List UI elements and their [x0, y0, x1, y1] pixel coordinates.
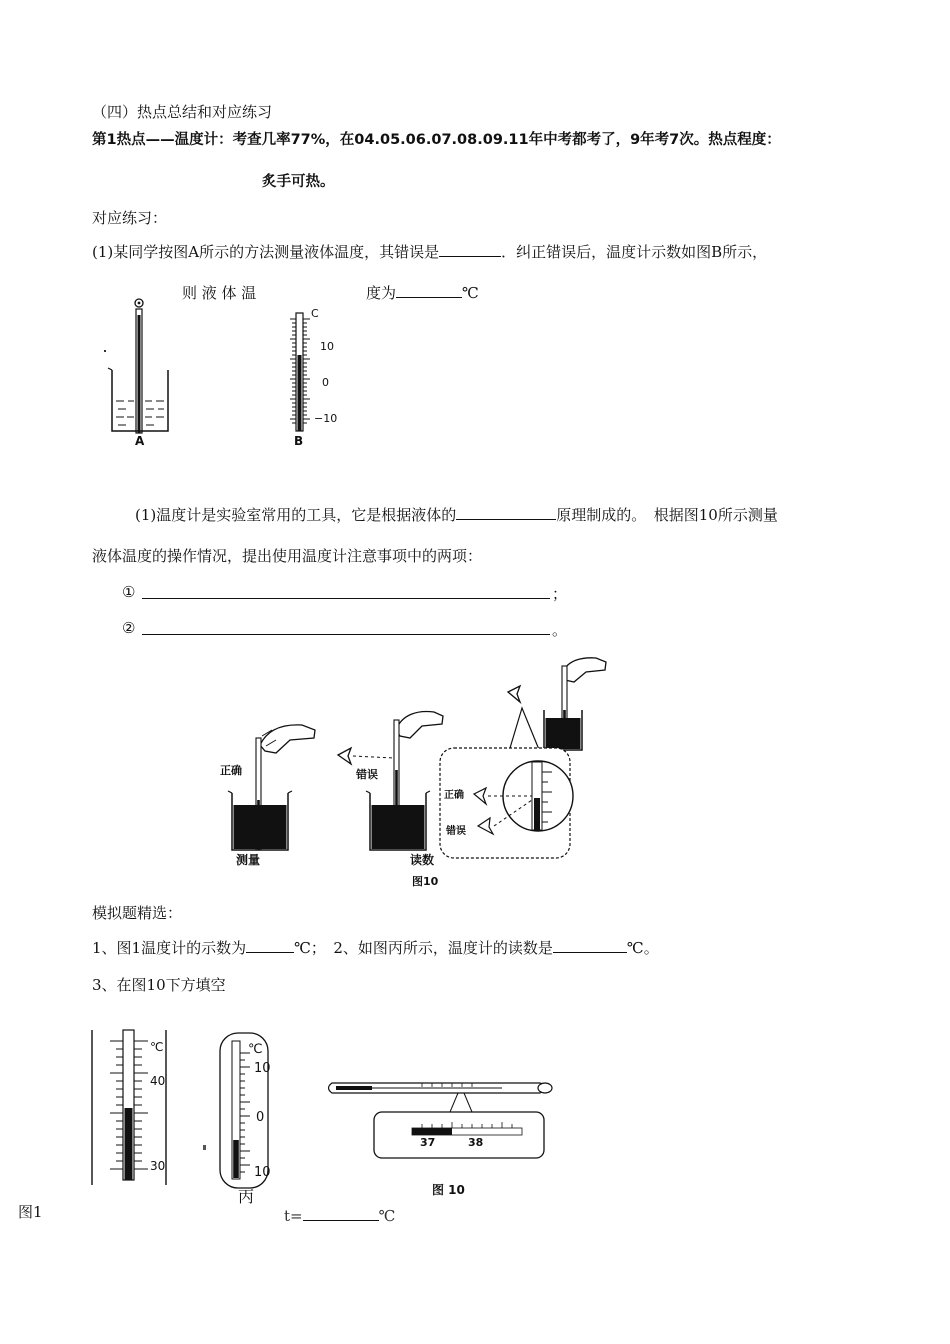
- exercise-label: 对应练习：: [92, 209, 168, 227]
- q2-text-a: (1)温度计是实验室常用的工具，它是根据液体的: [135, 506, 457, 524]
- q1-line2-a: 则 液 体 温: [182, 284, 257, 302]
- figure-1-tick-30: 30: [150, 1159, 166, 1173]
- q2-item-2-blank[interactable]: [142, 634, 550, 635]
- question-1-line-2: [366, 283, 479, 303]
- q1-temperature-blank[interactable]: [396, 283, 462, 298]
- figure-bing-tick-0: 0: [256, 1110, 265, 1125]
- clinical-tick-37: 37: [420, 1136, 436, 1149]
- figure-b-unit: C: [311, 307, 319, 320]
- hand-icon-2: [396, 712, 443, 738]
- section-heading: （四）热点总结和对应练习: [92, 103, 273, 121]
- eye-icon-wrong: [338, 748, 351, 764]
- figure-1-caption: 图1: [18, 1203, 43, 1221]
- answer-t: [284, 1206, 395, 1226]
- q2-text-b: 原理制成的。 根据图10所示测量: [556, 506, 778, 524]
- label-wrong-1: 错误: [356, 768, 378, 781]
- answer-t-unit: ℃: [378, 1207, 396, 1225]
- figure-a-label: A: [135, 434, 145, 448]
- mq1-fig1-blank[interactable]: [246, 938, 294, 953]
- figure-1-tick-40: 40: [150, 1074, 166, 1088]
- mock-question-1-2: [92, 938, 659, 958]
- q1-unit: ℃: [462, 284, 479, 302]
- figure-1-thermometer: [84, 1025, 176, 1190]
- q1-text-b: ．纠正错误后，温度计示数如图B所示，: [501, 243, 768, 261]
- figure-10-operations: [210, 650, 630, 895]
- figure-b-label: B: [294, 434, 304, 448]
- stray-dot: [104, 350, 106, 352]
- mq1-text-b: ℃； 2、如图丙所示，温度计的读数是: [294, 939, 553, 957]
- mock-heading: 模拟题精选：: [92, 904, 183, 922]
- figure-10-title: 图10: [412, 875, 439, 888]
- mq1-bing-blank[interactable]: [553, 938, 627, 953]
- question-1-line-1: [92, 242, 767, 262]
- q2-line-2: 液体温度的操作情况，提出使用温度计注意事项中的两项：: [92, 547, 483, 565]
- answer-t-blank[interactable]: [303, 1206, 379, 1221]
- figure-b-thermometer: [282, 303, 352, 448]
- figure-bing-tick-minus10: 10: [254, 1165, 271, 1180]
- eye-icon-top: [508, 686, 520, 702]
- figure-a-beaker: [100, 295, 180, 450]
- mq1-text-a: 1、图1温度计的示数为: [92, 939, 247, 957]
- answer-t-prefix: t=: [284, 1207, 303, 1225]
- label-correct-2: 正确: [444, 790, 464, 801]
- figure-bing-tick-10: 10: [254, 1061, 271, 1076]
- hand-icon: [260, 725, 315, 753]
- figure-b-tick-minus10: −10: [314, 412, 338, 425]
- figure-bing-caption: 丙: [238, 1187, 255, 1205]
- hotspot-line-2: 炙手可热。: [262, 174, 335, 190]
- label-wrong-2: 错误: [446, 826, 466, 837]
- mock-question-3: 3、在图10下方填空: [92, 976, 226, 994]
- q2-item-1-end: ；: [552, 585, 568, 603]
- caption-measure: 测量: [236, 853, 261, 867]
- mq1-text-c: ℃。: [626, 939, 659, 957]
- q2-item-1-blank[interactable]: [142, 598, 550, 599]
- question-2-line-1: [135, 505, 778, 525]
- figure-10-clinical-thermometer: [322, 1070, 562, 1200]
- figure-b-tick-10: 10: [320, 340, 334, 353]
- figure-10-bottom-title: 图 10: [432, 1183, 465, 1197]
- figure-bing-thermometer: [198, 1025, 282, 1205]
- clinical-tick-38: 38: [468, 1136, 484, 1149]
- q2-item-1-mark: ①: [122, 583, 136, 601]
- q2-item-2-mark: ②: [122, 619, 136, 637]
- figure-bing-unit: ℃: [248, 1042, 263, 1057]
- figure-1-unit: ℃: [150, 1040, 164, 1054]
- caption-read: 读数: [410, 853, 435, 867]
- q1-text-a: (1)某同学按图A所示的方法测量液体温度，其错误是: [92, 243, 440, 261]
- label-correct-1: 正确: [220, 764, 242, 777]
- figure-b-tick-0: 0: [322, 376, 329, 389]
- q1-error-blank[interactable]: [439, 242, 501, 257]
- q2-item-2-end: 。: [552, 621, 568, 639]
- hotspot-line-1: 第1热点——温度计：考查几率77%，在04.05.06.07.08.09.11年中考都考了，9年考7次。热点程度：: [92, 132, 781, 148]
- q2-principle-blank[interactable]: [456, 505, 556, 520]
- q1-line2-b: 度为: [366, 284, 397, 302]
- hand-icon-3: [563, 658, 606, 682]
